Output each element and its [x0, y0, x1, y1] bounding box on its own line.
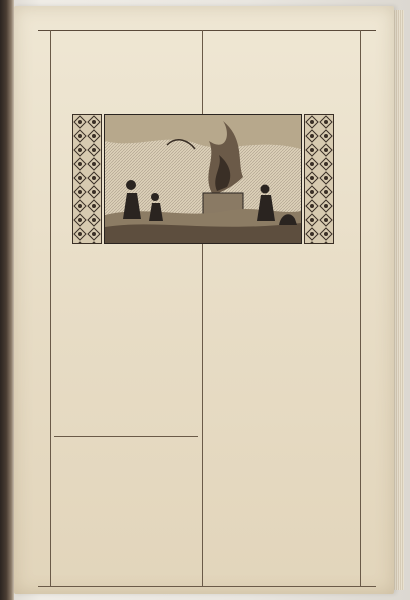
page-edges: [394, 10, 404, 590]
book-page: [14, 6, 394, 594]
left-margin-notes: [18, 34, 48, 584]
upper-left-column: [54, 34, 198, 108]
right-ornament-border: [304, 114, 334, 244]
chapter-heading: [52, 422, 192, 434]
right-margin-rule: [360, 30, 361, 586]
book-spine: [0, 0, 14, 600]
lower-right-column: [206, 248, 356, 584]
right-margin-notes: [362, 34, 390, 584]
left-margin-rule: [50, 30, 51, 586]
chapter-text-area: [54, 440, 198, 584]
lower-left-column: [54, 248, 198, 418]
upper-right-column: [206, 34, 356, 108]
woodcut-illustration: [104, 114, 302, 244]
page-bottom-rule: [38, 586, 376, 587]
chapter-heading-rule: [54, 436, 198, 437]
left-ornament-border: [72, 114, 102, 244]
page-header: [38, 12, 376, 31]
